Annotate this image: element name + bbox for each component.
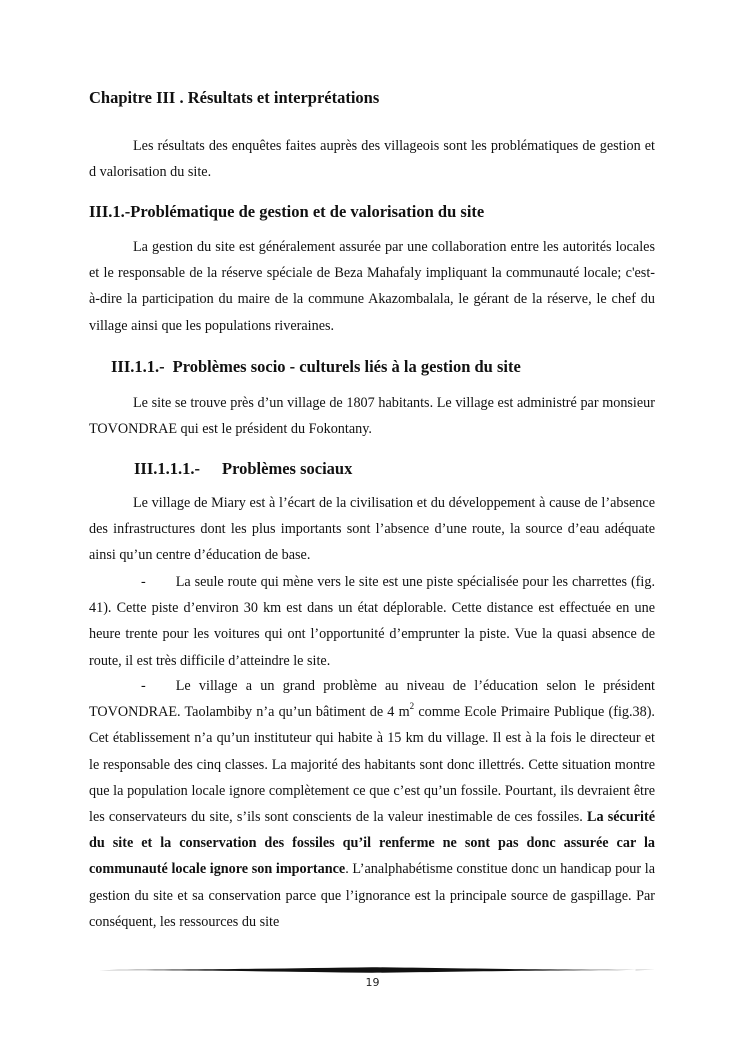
section-1-1-paragraph xyxy=(89,390,655,442)
section-1-1-1-text: Le village de Miary est à l’écart de la civilisation et du développement à cause de l’absence des infrastructures dont les plus importants sont l’absence d’une route, la source d’eau adéquate ainsi qu’un centre d’éducation de base. xyxy=(89,495,655,564)
bullet-item-road xyxy=(89,569,655,674)
bullet-road-text: La seule route qui mène vers le site est une piste spécialisée pour les charrettes (fig. 41). Cette piste d’environ 30 km est dans un état déplorable. Cette distance est effectuée en une heure trente pour les voitures qui ont l’opportunité d’emprunter la piste. Vue la quasi absence de route, il est très difficile d’atteindre le site. xyxy=(89,574,655,669)
section-1-1-1-paragraph xyxy=(89,490,655,569)
section-1-1-1-title: Problèmes sociaux xyxy=(222,459,353,478)
footer-rule xyxy=(89,966,655,974)
section-1-text: La gestion du site est généralement assurée par une collaboration entre les autorités locales et le responsable de la réserve spéciale de Beza Mahafaly impliquant la communauté locale; c'est-à-dire la participation du maire de la commune Akazombalala, le gérant de la réserve, le chef du village ainsi que les populations riveraines. xyxy=(89,239,655,334)
section-1-paragraph xyxy=(89,234,655,339)
intro-text: Les résultats des enquêtes faites auprès des villageois sont les problématiques de gestion et d valorisation du site. xyxy=(89,138,655,181)
bullet-item-education xyxy=(89,673,655,935)
bullet-education-text-c: . L’analphabétisme constitue donc un handicap pour la gestion du site et sa conservation parce que l’ignorance est la principale source de gaspillage. Par conséquent, les ressources du site xyxy=(89,861,655,930)
section-heading-1-1 xyxy=(111,357,521,377)
page-number: 19 xyxy=(365,976,380,989)
section-heading-1: III.1.-Problématique de gestion et de valorisation du site xyxy=(89,202,485,221)
bullet-education-text-a: Le village a un grand problème au niveau de l’éducation selon le président TOVONDRAE. Taolambiby n’a qu’un bâtiment de 4 m xyxy=(89,678,655,721)
bullet-marker: - xyxy=(141,678,146,694)
superscript-two: 2 xyxy=(409,701,415,712)
section-heading-1-1-1 xyxy=(134,459,352,479)
section-1-1-text: Le site se trouve près d’un village de 1807 habitants. Le village est administré par monsieur TOVONDRAE qui est le président du Fokontany. xyxy=(89,395,655,438)
bullet-education-bold-text: La sécurité du site et la conservation des fossiles qu’il renferme ne sont pas donc assurée car la communauté locale ignore son importance xyxy=(89,809,655,878)
bullet-marker: - xyxy=(141,574,146,590)
bullet-education-text-b: comme Ecole Primaire Publique (fig.38). Cet établissement n’a qu’un instituteur qui habite à 15 km du village. Il est à la fois le directeur et le responsable des cinq classes. La majorité des habitants sont donc illettrés. Cette situation montre que la population locale ignore complètement ce que c’est qu’un fossile. Pourtant, ils devraient être les conservateurs du site, s’ils sont conscients de la valeur inestimable de ces fossiles. xyxy=(89,704,655,826)
section-1-1-1-number: III.1.1.1.- xyxy=(134,459,201,478)
section-1-1-number: III.1.1.- xyxy=(111,357,165,376)
section-1-1-title: Problèmes socio - culturels liés à la gestion du site xyxy=(172,357,521,376)
chapter-title: Chapitre III . Résultats et interprétations xyxy=(89,88,380,107)
intro-paragraph xyxy=(89,133,655,185)
